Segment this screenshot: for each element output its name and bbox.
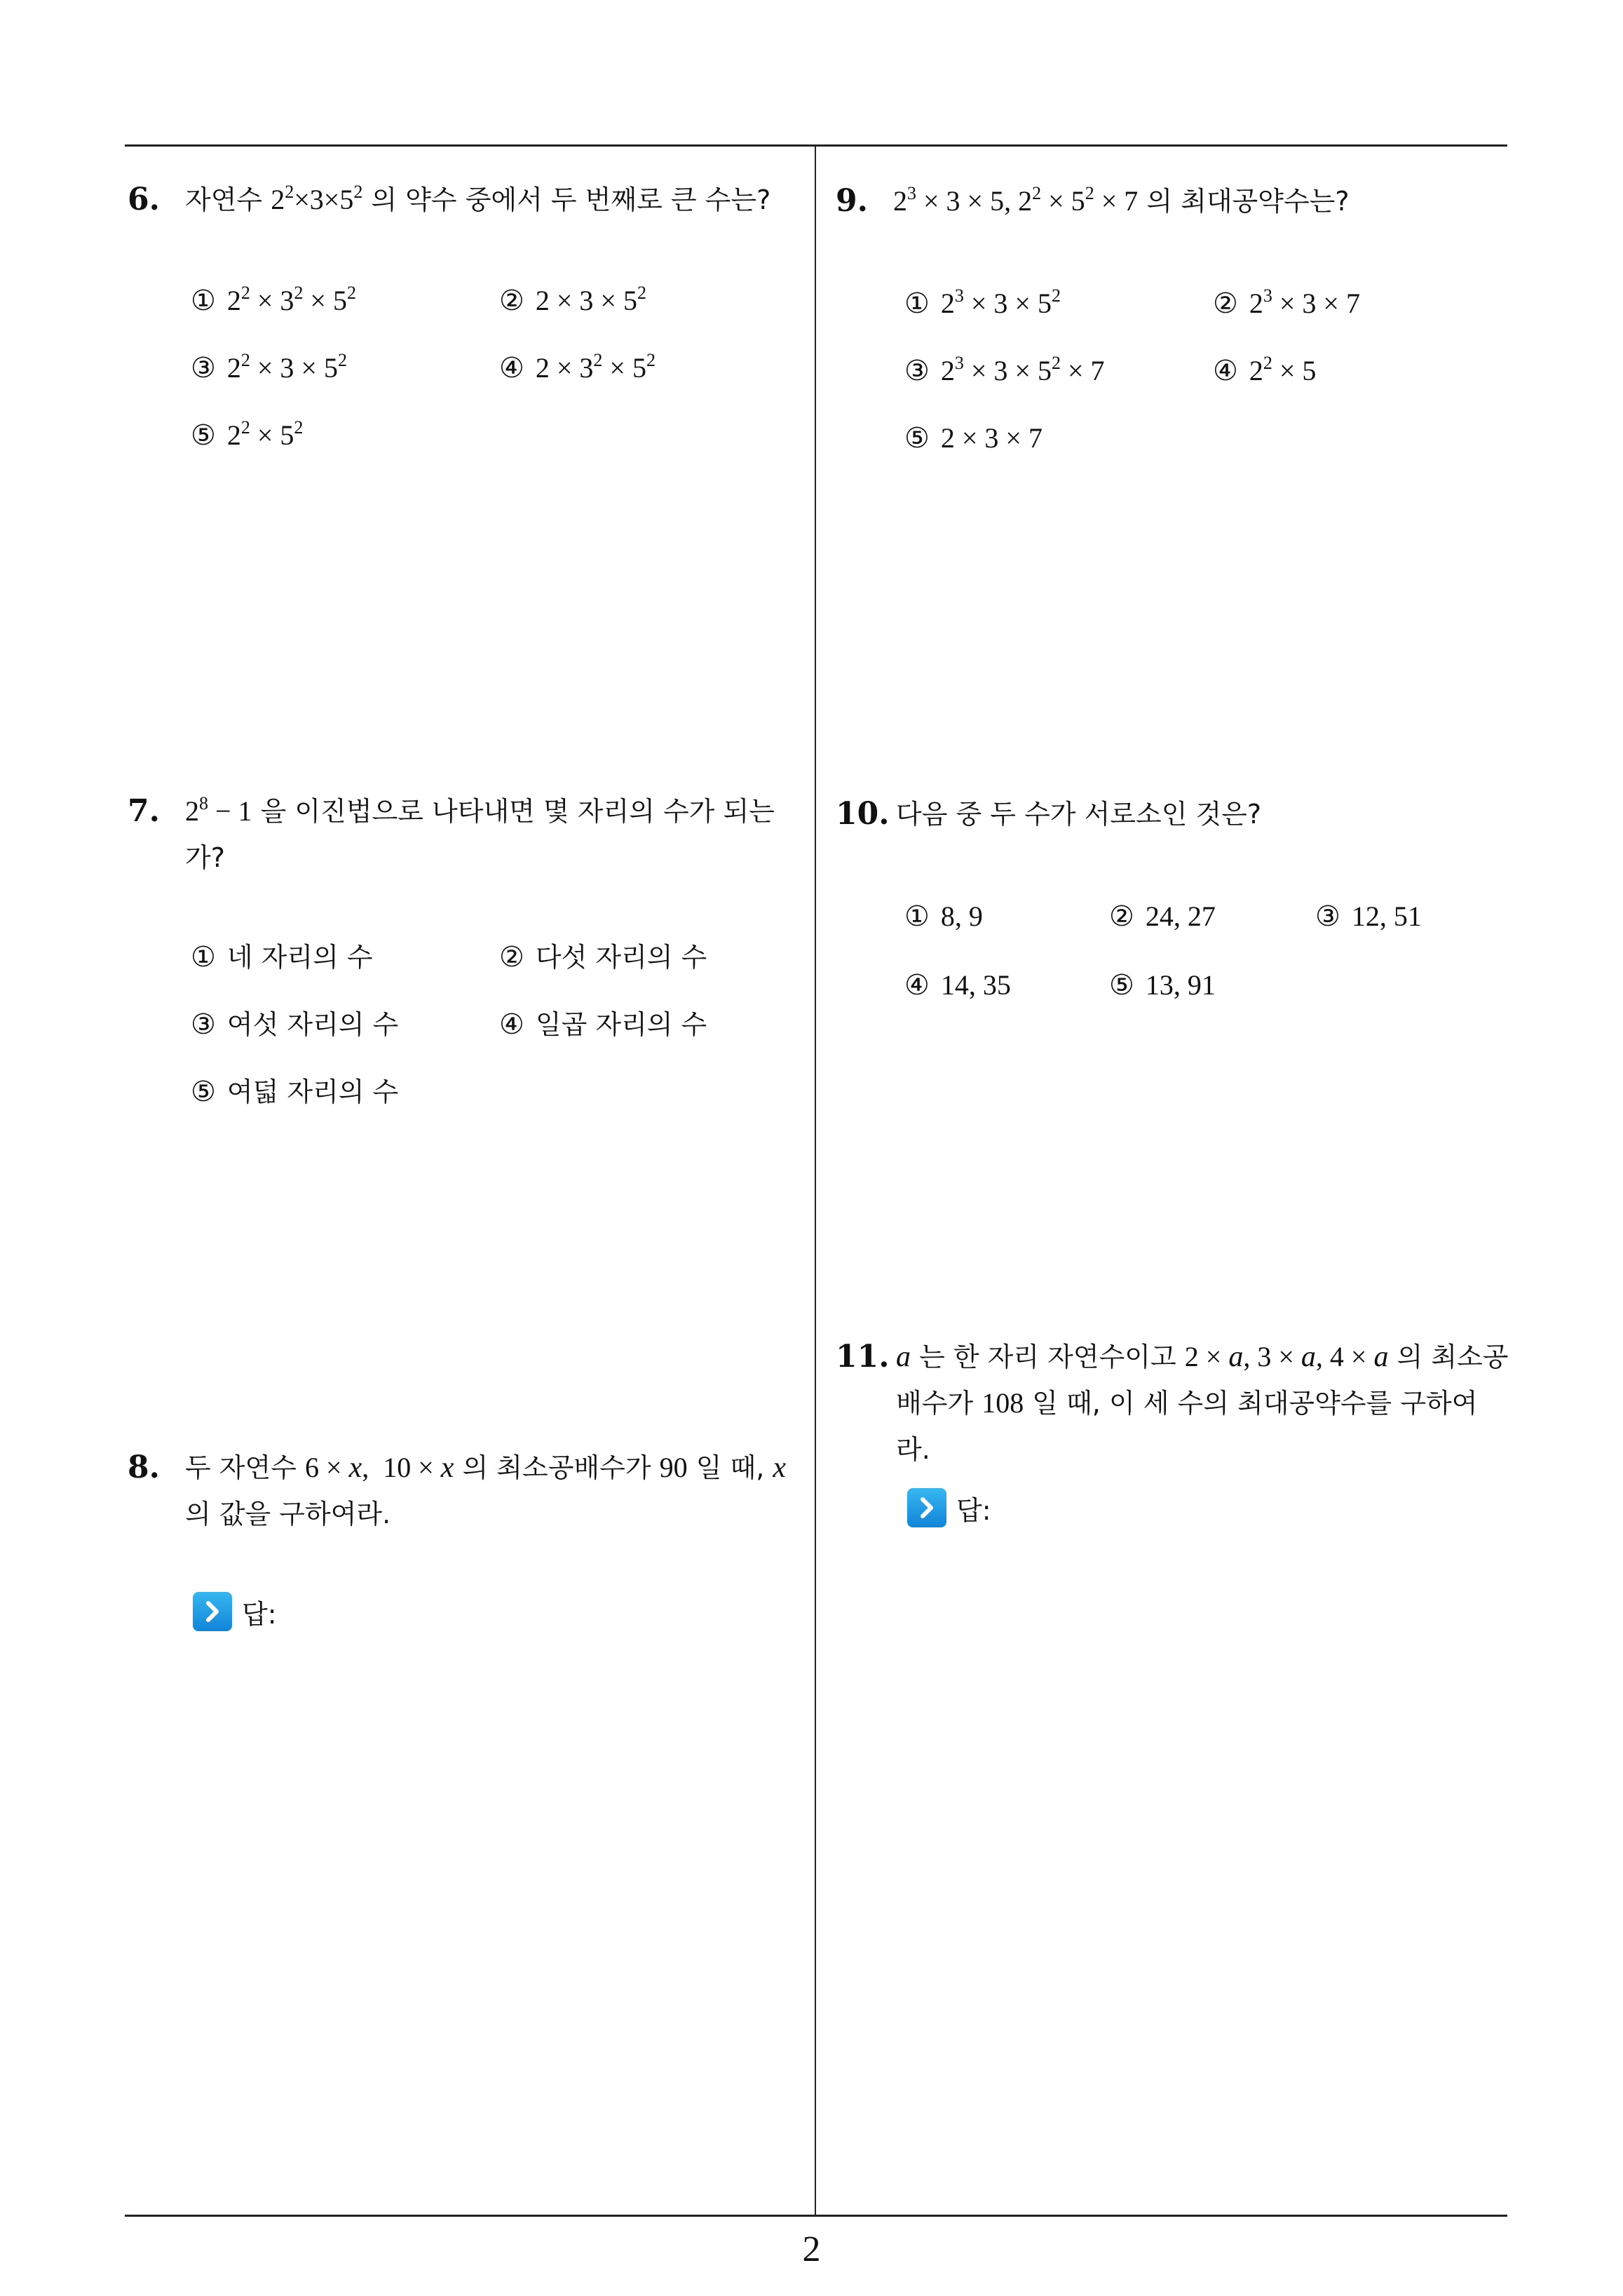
question-text: a 는 한 자리 자연수이고 2 × a, 3 × a, 4 × a 의 최소공배수가 108 일 때, 이 세 수의 최대공약수를 구하여라.: [896, 1341, 1509, 1465]
choice-4[interactable]: ④ $2 \times 3^2 \times 5^2$: [499, 349, 656, 384]
question-9: [836, 178, 1509, 224]
question-11: [836, 1334, 1509, 1473]
bottom-rule: [125, 2215, 1507, 2217]
choice-1[interactable]: ① 네 자리의 수: [191, 941, 373, 973]
question-number: 7.: [128, 793, 160, 829]
question-number: 10.: [836, 796, 890, 832]
choice-2[interactable]: ② 24, 27: [1109, 900, 1216, 933]
answer-label: 답:: [956, 1494, 991, 1526]
choice-5[interactable]: ⑤ 여덟 자리의 수: [191, 1076, 399, 1108]
chevron-right-icon: [193, 1592, 232, 1631]
question-7: [128, 788, 801, 881]
choice-4[interactable]: ④ 14, 35: [904, 969, 1011, 1001]
question-10: [836, 791, 1509, 837]
question-text: 다음 중 두 수가 서로소인 것은?: [896, 799, 1262, 830]
question-text: $2^3 \times 3 \times 5$, $2^2 \times 5^2 \times 7$ 의 최대공약수는?: [893, 182, 1350, 217]
choice-1[interactable]: ① 8, 9: [904, 900, 983, 933]
question-text: $2^8 - 1$ 을 이진법으로 나타내면 몇 자리의 수가 되는가?: [185, 792, 775, 873]
question-number: 8.: [128, 1450, 160, 1485]
question-text: 두 자연수 6 × x, 10 × x 의 최소공배수가 90 일 때, x 의 값을 구하여라.: [185, 1452, 787, 1529]
answer-field-q11[interactable]: [907, 1488, 991, 1527]
choice-5[interactable]: ⑤ $2^2 \times 5^2$: [191, 417, 304, 452]
choice-4[interactable]: ④ $2^2 \times 5$: [1213, 352, 1317, 387]
choice-3[interactable]: ③ $2^2 \times 3 \times 5^2$: [191, 349, 347, 384]
choice-5[interactable]: ⑤ 2 × 3 × 7: [904, 422, 1043, 454]
choice-2[interactable]: ② $2^3 \times 3 \times 7$: [1213, 285, 1360, 320]
choice-2[interactable]: ② $2 \times 3 \times 5^2$: [499, 282, 646, 317]
question-8: [128, 1445, 801, 1537]
column-divider: [815, 146, 816, 2216]
choice-2[interactable]: ② 다섯 자리의 수: [499, 941, 707, 973]
answer-field-q8[interactable]: [193, 1592, 277, 1631]
question-number: 9.: [836, 183, 868, 219]
page-number: 2: [802, 2229, 821, 2269]
choice-3[interactable]: ③ 12, 51: [1315, 900, 1422, 933]
question-6: [128, 177, 801, 223]
question-text: 자연수 $2^2\times 3\times 5^2$ 의 약수 중에서 두 번째로 큰 수는?: [185, 181, 771, 215]
choice-3[interactable]: ③ $2^3 \times 3 \times 5^2 \times 7$: [904, 352, 1105, 387]
question-number: 11.: [836, 1339, 890, 1375]
choice-4[interactable]: ④ 일곱 자리의 수: [499, 1008, 707, 1041]
choice-3[interactable]: ③ 여섯 자리의 수: [191, 1008, 399, 1041]
top-rule: [125, 144, 1507, 147]
answer-label: 답:: [242, 1598, 277, 1630]
chevron-right-icon: [907, 1488, 946, 1527]
choice-1[interactable]: ① $2^3 \times 3 \times 5^2$: [904, 285, 1061, 320]
question-number: 6.: [128, 182, 160, 217]
choice-5[interactable]: ⑤ 13, 91: [1109, 969, 1216, 1001]
choice-1[interactable]: ① $2^2 \times 3^2 \times 5^2$: [191, 282, 356, 317]
